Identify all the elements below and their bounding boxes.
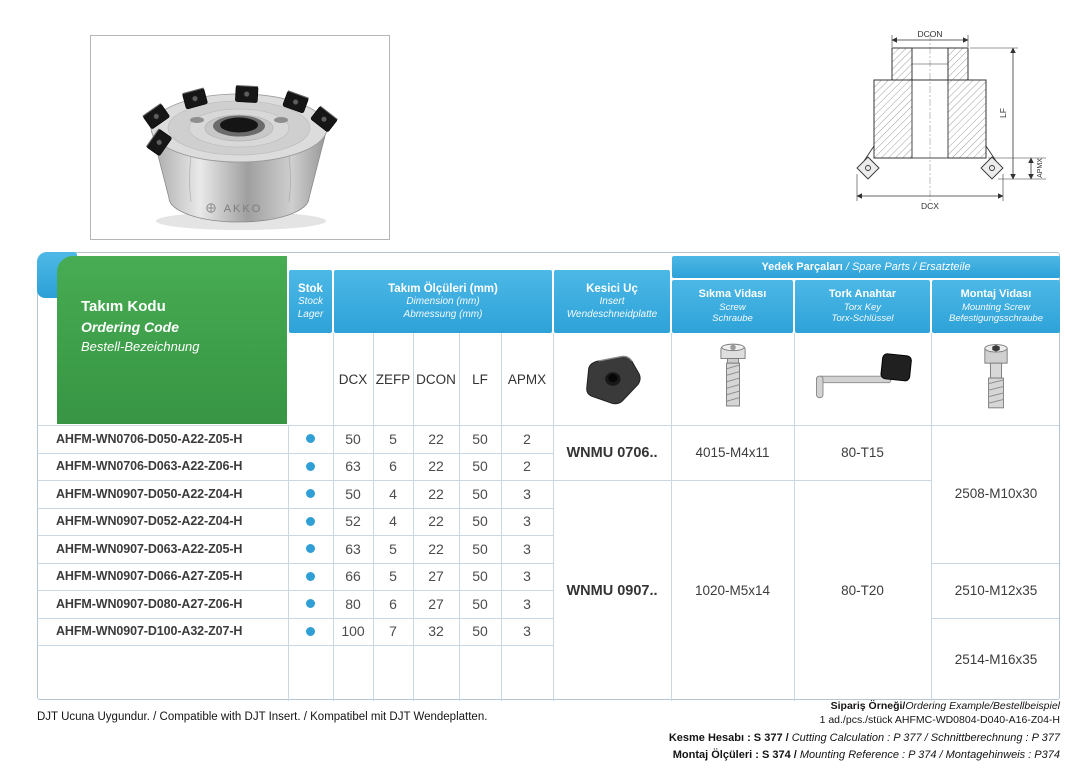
dcon-value: 27 — [428, 595, 444, 612]
wnmu-insert-image — [553, 333, 671, 425]
stock-dot-icon — [306, 489, 315, 498]
stock-dot-icon — [306, 434, 315, 443]
stock-dot-icon — [306, 544, 315, 553]
apmx-value: 2 — [523, 458, 531, 475]
stock-indicator — [288, 453, 333, 481]
dcx-value: 100 — [341, 623, 365, 640]
zefp-value: 5 — [389, 568, 397, 585]
compatibility-note: DJT Ucuna Uygundur. / Compatible with DJT Insert. / Kompatibel mit DJT Wendeplatten. — [37, 711, 488, 723]
ordering-example-title: Sipariş Örneği/Ordering Example/Bestellbeispiel — [830, 700, 1060, 712]
table-row — [38, 425, 553, 453]
col-label-dcon: DCON — [416, 371, 456, 387]
brand-text: AKKO — [223, 203, 263, 215]
dcon-label: DCON — [917, 29, 943, 39]
screw-part-number: 1020-M5x14 — [694, 583, 771, 598]
ordering-code-cell: AHFM-WN0907-D100-A32-Z07-H — [56, 624, 243, 639]
lf-label: LF — [998, 108, 1008, 118]
zefp-value: 5 — [389, 430, 397, 447]
stock-indicator — [288, 590, 333, 618]
spare-parts-header: Yedek Parçaları / Spare Parts / Ersatzteile — [672, 256, 1060, 278]
apmx-value: 3 — [523, 623, 531, 640]
mount-screw-part-number: 2510-M12x35 — [954, 582, 1038, 598]
dcon-value: 22 — [428, 485, 444, 502]
apmx-value: 3 — [523, 485, 531, 502]
col-label-apmx: APMX — [507, 371, 547, 387]
table-row — [38, 480, 553, 508]
stock-indicator — [288, 508, 333, 536]
dimension-drawing — [820, 28, 1062, 246]
clamping-screw-image — [671, 333, 794, 425]
table-row — [38, 590, 553, 618]
stock-indicator — [288, 425, 333, 453]
cutter-section-drawing — [820, 28, 1062, 246]
cutting-calculation-reference: Kesme Hesabı : S 377 / Cutting Calculation : P 377 / Schnittberechnung : P 377 — [668, 732, 1060, 744]
apmx-value: 3 — [523, 540, 531, 557]
col-label-dcx: DCX — [338, 371, 368, 387]
stock-dot-icon — [306, 599, 315, 608]
ordering-code-cell: AHFM-WN0907-D050-A22-Z04-H — [56, 486, 243, 501]
zefp-value: 5 — [389, 540, 397, 557]
product-photo-box — [90, 35, 390, 240]
header-bestell: Bestell-Bezeichnung — [81, 339, 200, 354]
stock-dot-icon — [306, 462, 315, 471]
left-insert — [857, 157, 879, 179]
mount-screw-part-number: 2514-M16x35 — [954, 651, 1038, 667]
zefp-value: 4 — [389, 513, 397, 530]
col-label-lf: LF — [472, 371, 488, 387]
dcon-value: 22 — [428, 540, 444, 557]
insert-code-group: WNMU 0907.. — [566, 582, 658, 599]
stock-header: Stok Stock Lager — [289, 270, 332, 333]
dcx-value: 50 — [345, 430, 361, 447]
mount-screw-part-number: 2508-M10x30 — [954, 486, 1038, 502]
torx-key-part-number: 80-T15 — [841, 445, 884, 460]
lf-value: 50 — [472, 430, 488, 447]
dcon-value: 22 — [428, 430, 444, 447]
table-row — [38, 535, 553, 563]
dcx-label: DCX — [921, 201, 939, 211]
dcx-value: 63 — [345, 540, 361, 557]
lf-value: 50 — [472, 568, 488, 585]
lf-value: 50 — [472, 623, 488, 640]
dcx-value: 52 — [345, 513, 361, 530]
dcx-value: 66 — [345, 568, 361, 585]
ordering-code-cell: AHFM-WN0907-D063-A22-Z05-H — [56, 541, 243, 556]
face-mill-photo — [91, 36, 389, 239]
brand-mark-icon — [207, 204, 215, 212]
zefp-value: 7 — [389, 623, 397, 640]
col-label-zefp: ZEFP — [375, 371, 411, 387]
torx-key-header: Tork Anahtar Torx Key Torx-Schlüssel — [795, 280, 930, 333]
ordering-code-cell: AHFM-WN0907-D080-A27-Z06-H — [56, 596, 243, 611]
insert-code-group: WNMU 0706.. — [566, 444, 658, 461]
ordering-code-cell: AHFM-WN0706-D063-A22-Z06-H — [56, 459, 243, 474]
zefp-value: 4 — [389, 485, 397, 502]
ordering-code-header — [57, 256, 287, 424]
zefp-value: 6 — [389, 595, 397, 612]
screw-header: Sıkma Vidası Screw Schraube — [672, 280, 793, 333]
insert — [235, 86, 258, 103]
table-row — [38, 618, 553, 646]
stock-dot-icon — [306, 517, 315, 526]
apmx-value: 3 — [523, 568, 531, 585]
apmx-value: 3 — [523, 595, 531, 612]
drive-slot — [190, 117, 204, 123]
stock-indicator — [288, 618, 333, 646]
ordering-example-code: 1 ad./pcs./stück AHFMC-WD0804-D040-A16-Z04-H — [819, 714, 1060, 726]
table-row — [38, 508, 553, 536]
stock-dot-icon — [306, 627, 315, 636]
apmx-value: 3 — [523, 513, 531, 530]
insert-header: Kesici Uç Insert Wendeschneidplatte — [554, 270, 670, 333]
mounting-screw-header: Montaj Vidası Mounting Screw Befestigungsschraube — [932, 280, 1060, 333]
ordering-code-cell: AHFM-WN0706-D050-A22-Z05-H — [56, 431, 243, 446]
apmx-label: APMX — [1037, 158, 1044, 178]
dcx-value: 80 — [345, 595, 361, 612]
apmx-value: 2 — [523, 430, 531, 447]
zefp-value: 6 — [389, 458, 397, 475]
stock-indicator — [288, 535, 333, 563]
torx-key-image — [794, 333, 931, 425]
right-insert — [981, 157, 1003, 179]
stock-indicator — [288, 480, 333, 508]
stock-indicator — [288, 563, 333, 591]
dimensions-header: Takım Ölçüleri (mm) Dimension (mm) Abmessung (mm) — [334, 270, 552, 333]
dcx-value: 50 — [345, 485, 361, 502]
header-takim-kodu: Takım Kodu — [81, 298, 166, 315]
lf-value: 50 — [472, 540, 488, 557]
lf-value: 50 — [472, 513, 488, 530]
ordering-code-cell: AHFM-WN0907-D052-A22-Z04-H — [56, 514, 243, 529]
drive-slot — [274, 117, 288, 123]
torx-key-part-number: 80-T20 — [841, 583, 884, 598]
mounting-screw-image — [931, 333, 1061, 425]
dcon-value: 22 — [428, 513, 444, 530]
dcon-value: 27 — [428, 568, 444, 585]
lf-value: 50 — [472, 485, 488, 502]
stock-dot-icon — [306, 572, 315, 581]
screw-part-number: 4015-M4x11 — [695, 445, 770, 460]
lf-value: 50 — [472, 458, 488, 475]
dcon-value: 32 — [428, 623, 444, 640]
dcx-value: 63 — [345, 458, 361, 475]
ordering-code-cell: AHFM-WN0907-D066-A27-Z05-H — [56, 569, 243, 584]
table-row — [38, 453, 553, 481]
ordering-table — [37, 252, 1060, 700]
table-row — [38, 563, 553, 591]
header-ordering-code: Ordering Code — [81, 319, 180, 335]
dcon-value: 22 — [428, 458, 444, 475]
mounting-reference: Montaj Ölçüleri : S 374 / Mounting Reference : P 374 / Montagehinweis : P374 — [672, 749, 1060, 761]
lf-value: 50 — [472, 595, 488, 612]
